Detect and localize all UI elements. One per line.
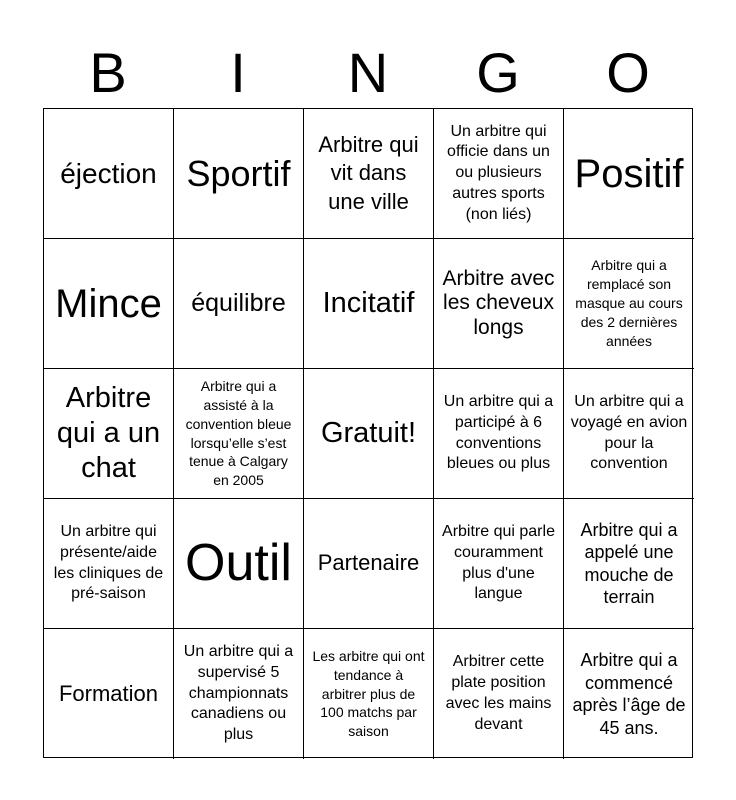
bingo-cell[interactable]: Sportif bbox=[174, 109, 304, 239]
bingo-cell[interactable]: équilibre bbox=[174, 239, 304, 369]
bingo-cell[interactable]: Un arbitre qui a supervisé 5 championnats canadiens ou plus bbox=[174, 629, 304, 759]
bingo-cell[interactable]: Un arbitre qui a participé à 6 conventions bleues ou plus bbox=[434, 369, 564, 499]
bingo-cell[interactable]: Arbitre qui a un chat bbox=[44, 369, 174, 499]
bingo-cell[interactable]: Arbitre qui parle couramment plus d'une langue bbox=[434, 499, 564, 629]
bingo-cell[interactable]: Arbitre qui a commencé après l’âge de 45 ans. bbox=[572, 650, 686, 738]
bingo-cell[interactable]: Arbitre qui a appelé une mouche de terrain bbox=[564, 499, 694, 629]
bingo-cell[interactable]: Arbitre qui a assisté à la convention bleue lorsqu’elle s’est tenue à Calgary en 2005 bbox=[174, 369, 304, 499]
header-letter-o: O bbox=[606, 41, 650, 104]
bingo-cell[interactable]: Formation bbox=[44, 629, 174, 759]
bingo-card-grid bbox=[43, 108, 693, 758]
bingo-cell[interactable]: Mince bbox=[44, 239, 174, 369]
bingo-cell[interactable]: Les arbitre qui ont tendance à arbitrer plus de 100 matchs par saison bbox=[304, 629, 434, 759]
bingo-header bbox=[43, 38, 693, 108]
bingo-cell[interactable]: Positif bbox=[564, 109, 694, 239]
bingo-cell[interactable]: Arbitre avec les cheveux longs bbox=[434, 239, 564, 369]
bingo-cell[interactable]: Gratuit! bbox=[304, 369, 434, 499]
header-letter-b: B bbox=[89, 41, 127, 104]
bingo-cell[interactable]: Arbitre qui a remplacé son masque au cours des 2 dernières années bbox=[564, 239, 694, 369]
bingo-cell[interactable]: Un arbitre qui a voyagé en avion pour la convention bbox=[564, 369, 694, 499]
bingo-cell[interactable]: Arbitrer cette plate position avec les mains devant bbox=[434, 629, 564, 759]
bingo-cell[interactable]: Incitatif bbox=[304, 239, 434, 369]
bingo-cell[interactable]: Outil bbox=[174, 499, 304, 629]
header-letter-i: I bbox=[230, 41, 246, 104]
bingo-cell[interactable]: Arbitre qui vit dans une ville bbox=[304, 109, 434, 239]
bingo-cell[interactable]: Partenaire bbox=[304, 499, 434, 629]
bingo-cell[interactable]: Un arbitre qui officie dans un ou plusieurs autres sports (non liés) bbox=[434, 109, 564, 239]
header-letter-n: N bbox=[347, 41, 389, 104]
bingo-cell[interactable]: Un arbitre qui présente/aide les cliniques de pré-saison bbox=[44, 499, 174, 629]
bingo-cell[interactable]: éjection bbox=[44, 109, 174, 239]
header-letter-g: G bbox=[476, 41, 520, 104]
